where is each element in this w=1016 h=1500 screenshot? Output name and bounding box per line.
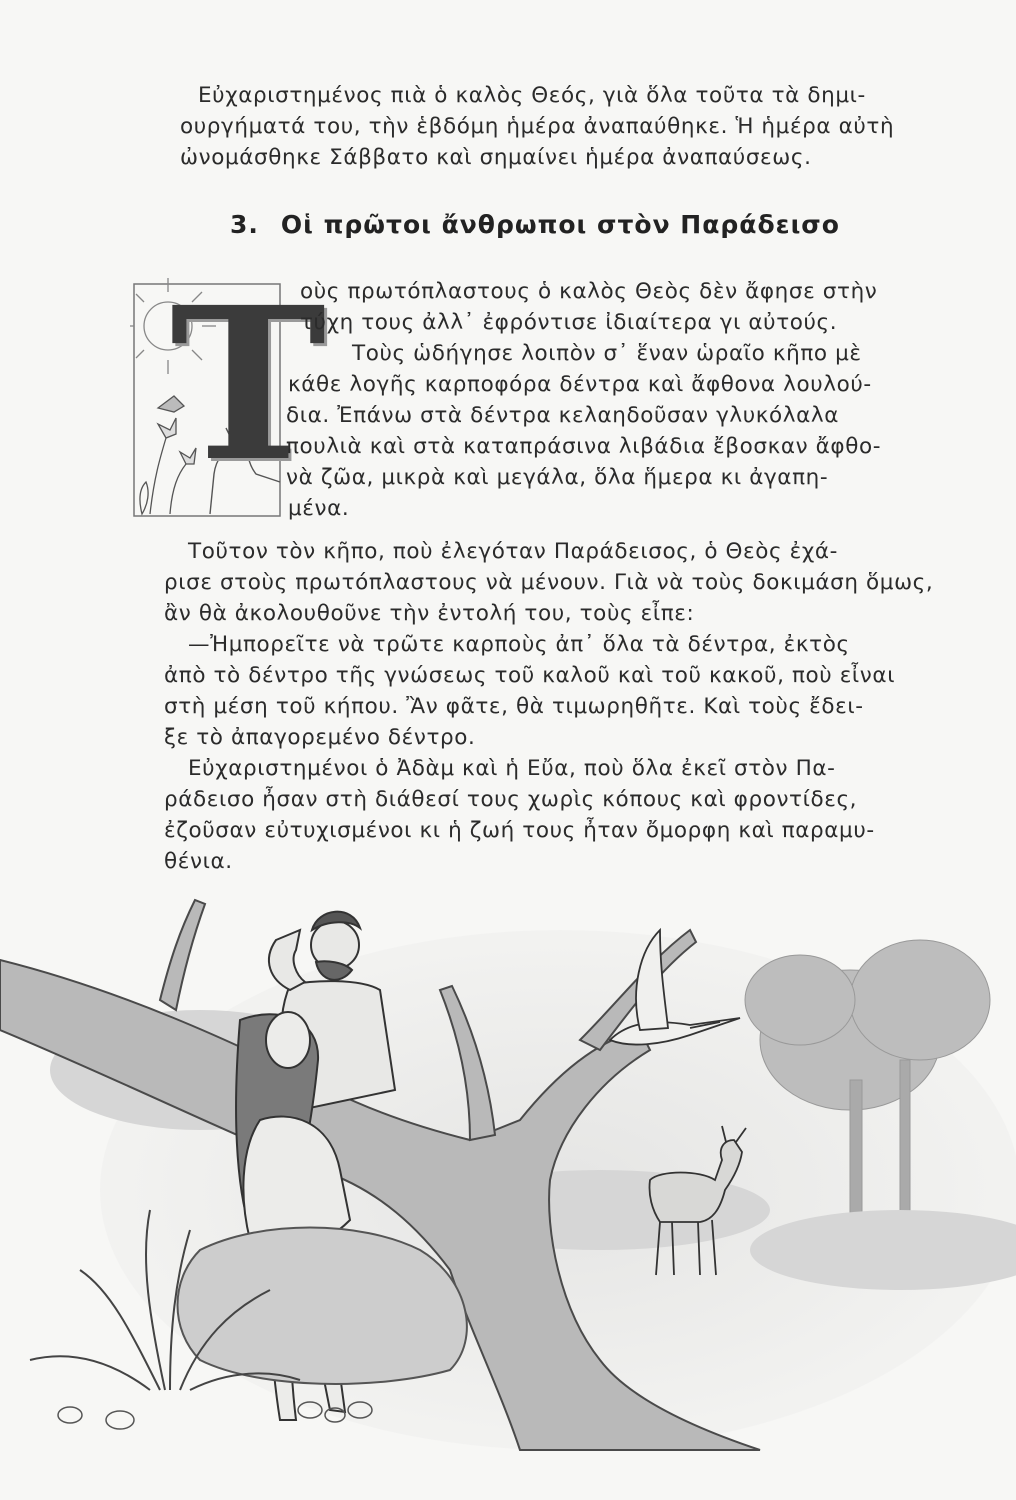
body-line: ρισε στοὺς πρωτόπλαστους νὰ μένουν. Γιὰ νὰ τοὺς δοκιμάση ὅμως, (164, 570, 934, 595)
wrapped-line: τύχη τους ἀλλ᾽ ἐφρόντισε ἰδιαίτερα γι αὐτούς. (300, 310, 838, 335)
body-line: —Ἠμπορεῖτε νὰ τρῶτε καρποὺς ἀπ᾽ ὅλα τὰ δέντρα, ἐκτὸς (188, 632, 850, 657)
wrapped-line: οὺς πρωτόπλαστους ὁ καλὸς Θεὸς δὲν ἄφησε στὴν (300, 279, 878, 304)
body-line: ἀπὸ τὸ δέντρο τῆς γνώσεως τοῦ καλοῦ καὶ τοῦ κακοῦ, ποὺ εἶναι (164, 663, 896, 688)
intro-line: ουργήματά του, τὴν ἑβδόμη ἡμέρα ἀναπαύθηκε. Ἡ ἡμέρα αὐτὴ (180, 114, 895, 139)
intro-paragraph (180, 80, 942, 173)
body-line: ξε τὸ ἀπαγορεμένο δέντρο. (164, 725, 476, 750)
body-line: θένια. (164, 849, 233, 874)
wrapped-line: δια. Ἐπάνω στὰ δέντρα κελαηδοῦσαν γλυκόλαλα (286, 403, 839, 428)
body-line: στὴ μέση τοῦ κήπου. Ἂν φᾶτε, θὰ τιμωρηθῆτε. Καὶ τοὺς ἔδει- (164, 694, 864, 719)
body-line: ἐζοῦσαν εὐτυχισμένοι κι ἡ ζωή τους ἦταν ὄμορφη καὶ παραμυ- (164, 818, 875, 843)
section-title: Οἱ πρῶτοι ἄνθρωποι στὸν Παράδεισο (280, 210, 840, 239)
body-line: Τοῦτον τὸν κῆπο, ποὺ ἐλεγόταν Παράδεισος, ὁ Θεὸς ἐχά- (188, 539, 839, 564)
wrapped-line: Τοὺς ὡδήγησε λοιπὸν σ᾽ ἕναν ὡραῖο κῆπο μὲ (352, 341, 862, 366)
wrapped-line: κάθε λογῆς καρποφόρα δέντρα καὶ ἄφθονα λουλού- (288, 372, 872, 397)
wrapped-paragraph (286, 276, 942, 524)
drop-cap-letter: Τ (170, 261, 327, 508)
body-paragraph (164, 536, 942, 877)
intro-line: ὠνομάσθηκε Σάββατο καὶ σημαίνει ἡμέρα ἀναπαύσεως. (180, 145, 812, 170)
wrapped-line: μένα. (288, 496, 350, 521)
body-line: ράδεισο ἦσαν στὴ διάθεσί τους χωρὶς κόπους καὶ φροντίδες, (164, 787, 858, 812)
intro-line: Εὐχαριστημένος πιὰ ὁ καλὸς Θεός, γιὰ ὅλα τοῦτα τὰ δημι- (198, 83, 866, 108)
wrapped-line: πουλιὰ καὶ στὰ καταπράσινα λιβάδια ἔβοσκαν ἄφθο- (286, 434, 882, 459)
body-line: ἂν θὰ ἀκολουθοῦνε τὴν ἐντολή του, τοὺς εἶπε: (164, 601, 695, 626)
section-heading (230, 210, 840, 239)
body-line: Εὐχαριστημένοι ὁ Ἀδὰμ καὶ ἡ Εὔα, ποὺ ὅλα ἐκεῖ στὸν Πα- (188, 756, 836, 781)
section-number: 3. (230, 210, 259, 239)
wrapped-line: νὰ ζῶα, μικρὰ καὶ μεγάλα, ὅλα ἥμερα κι ἀγαπη- (286, 465, 829, 490)
paradise-illustration (0, 890, 1016, 1490)
